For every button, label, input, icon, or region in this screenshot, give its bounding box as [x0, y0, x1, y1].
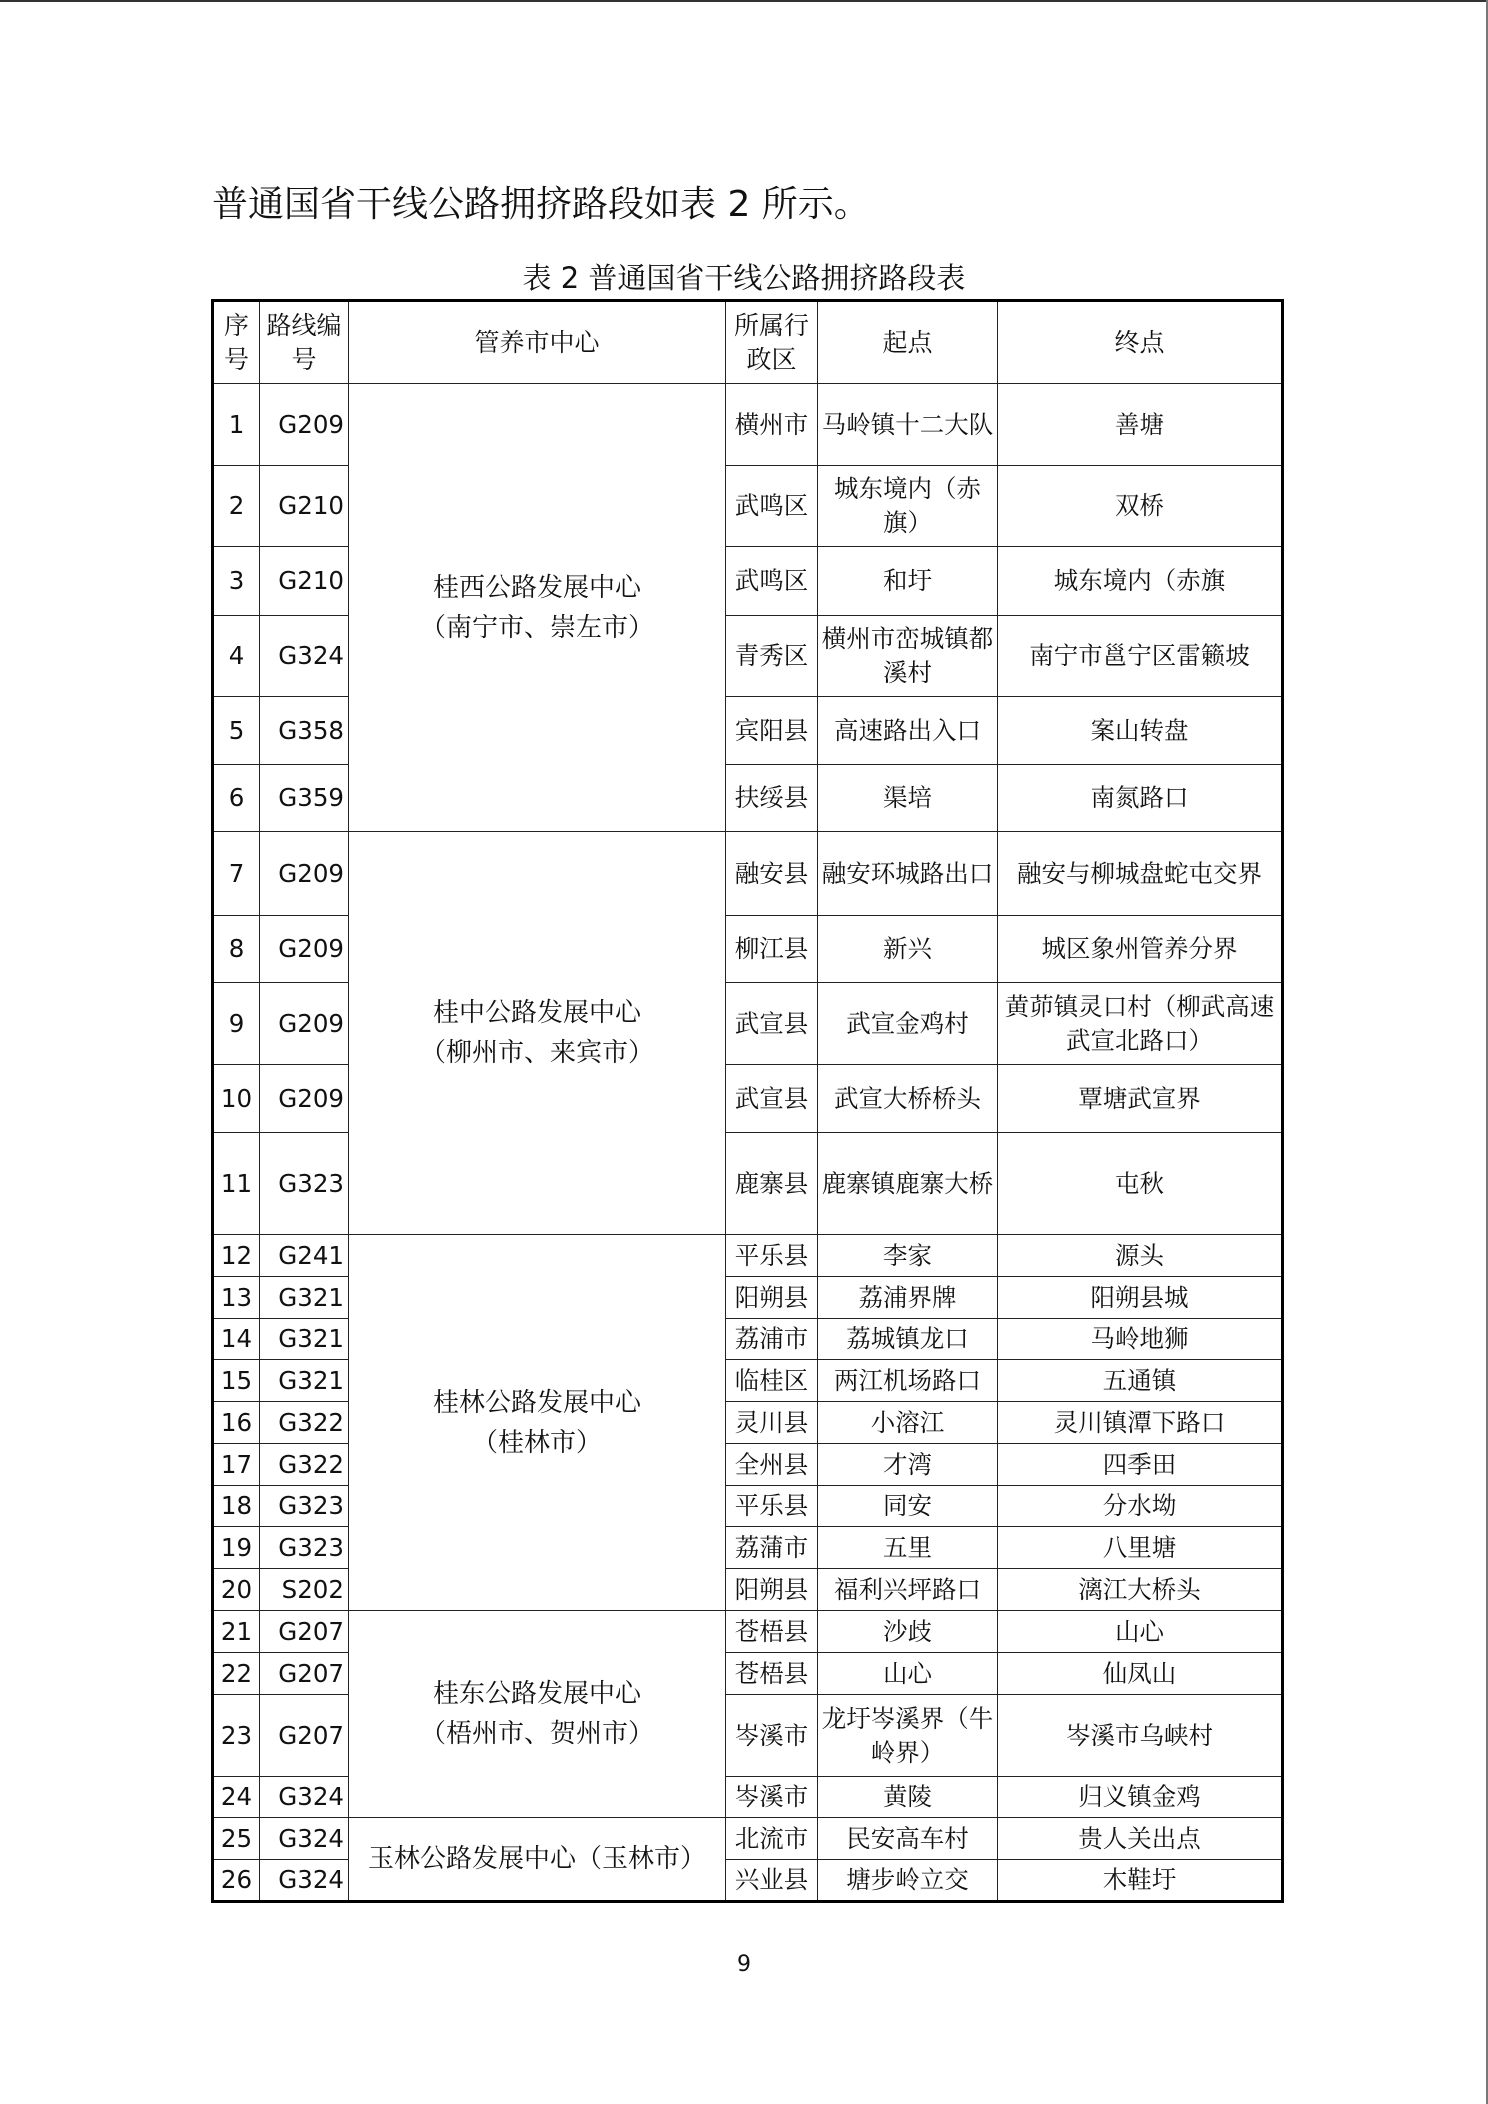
cell-seq: 17	[213, 1444, 260, 1486]
cell-center	[349, 384, 726, 832]
cell-route: G209	[260, 384, 349, 466]
cell-seq: 13	[213, 1277, 260, 1319]
cell-end: 双桥	[998, 466, 1283, 547]
cell-route: G241	[260, 1235, 349, 1277]
cell-end: 五通镇	[998, 1360, 1283, 1402]
cell-seq: 4	[213, 616, 260, 697]
cell-start: 武宣金鸡村	[818, 983, 998, 1065]
cell-start: 鹿寨镇鹿寨大桥	[818, 1133, 998, 1235]
cell-route: G210	[260, 547, 349, 616]
table-caption: 表 2 普通国省干线公路拥挤路段表	[522, 261, 966, 295]
center-name: 桂西公路发展中心	[432, 572, 641, 603]
cell-district: 全州县	[726, 1444, 818, 1486]
cell-route: G209	[260, 916, 349, 983]
cell-end: 南宁市邕宁区雷籁坡	[998, 616, 1283, 697]
cell-end: 融安与柳城盘蛇屯交界	[998, 832, 1283, 916]
table-row	[213, 1611, 1283, 1653]
cell-district: 柳江县	[726, 916, 818, 983]
cell-route: G321	[260, 1319, 349, 1360]
table-header-row	[213, 301, 1283, 384]
cell-end: 漓江大桥头	[998, 1569, 1283, 1611]
cell-district: 灵川县	[726, 1402, 818, 1444]
cell-district: 武鸣区	[726, 547, 818, 616]
cell-seq: 21	[213, 1611, 260, 1653]
cell-start: 马岭镇十二大队	[818, 384, 998, 466]
cell-start: 武宣大桥桥头	[818, 1065, 998, 1133]
cell-seq: 16	[213, 1402, 260, 1444]
cell-end: 马岭地狮	[998, 1319, 1283, 1360]
cell-route: G324	[260, 616, 349, 697]
cell-seq: 23	[213, 1695, 260, 1777]
header-seq: 序号	[213, 301, 260, 384]
center-name: 桂中公路发展中心	[432, 998, 641, 1028]
cell-district: 阳朔县	[726, 1569, 818, 1611]
page-top-border	[0, 0, 1488, 2]
cell-district: 岑溪市	[726, 1777, 818, 1818]
cell-route: G323	[260, 1486, 349, 1527]
cell-start: 融安环城路出口	[818, 832, 998, 916]
cell-route: G209	[260, 832, 349, 916]
header-route: 路线编号	[260, 301, 349, 384]
cell-start: 沙歧	[818, 1611, 998, 1653]
cell-seq: 2	[213, 466, 260, 547]
cell-end: 案山转盘	[998, 697, 1283, 765]
cell-seq: 25	[213, 1818, 260, 1860]
cell-seq: 18	[213, 1486, 260, 1527]
table-row	[213, 1818, 1283, 1860]
cell-end: 阳朔县城	[998, 1277, 1283, 1319]
cell-end: 灵川镇潭下路口	[998, 1402, 1283, 1444]
center-cities: （桂林市）	[471, 1427, 602, 1458]
cell-end: 善塘	[998, 384, 1283, 466]
cell-district: 兴业县	[726, 1860, 818, 1902]
cell-end: 覃塘武宣界	[998, 1065, 1283, 1133]
cell-start: 李家	[818, 1235, 998, 1277]
cell-seq: 26	[213, 1860, 260, 1902]
cell-end: 八里塘	[998, 1527, 1283, 1569]
cell-center	[349, 1611, 726, 1818]
center-cities: （柳州市、来宾市）	[419, 1038, 654, 1068]
table-row	[213, 384, 1283, 466]
cell-route: G324	[260, 1777, 349, 1818]
cell-route: G324	[260, 1818, 349, 1860]
cell-seq: 5	[213, 697, 260, 765]
cell-start: 黄陵	[818, 1777, 998, 1818]
cell-end: 屯秋	[998, 1133, 1283, 1235]
cell-end: 木鞋圩	[998, 1860, 1283, 1902]
cell-route: S202	[260, 1569, 349, 1611]
cell-start: 渠培	[818, 765, 998, 832]
header-center: 管养市中心	[349, 301, 726, 384]
table-row	[213, 1235, 1283, 1277]
cell-end: 归义镇金鸡	[998, 1777, 1283, 1818]
header-start: 起点	[818, 301, 998, 384]
cell-start: 荔城镇龙口	[818, 1319, 998, 1360]
cell-route: G321	[260, 1277, 349, 1319]
cell-start: 山心	[818, 1653, 998, 1695]
cell-start: 才湾	[818, 1444, 998, 1486]
cell-district: 扶绥县	[726, 765, 818, 832]
table-row	[213, 832, 1283, 916]
cell-district: 横州市	[726, 384, 818, 466]
cell-district: 苍梧县	[726, 1653, 818, 1695]
cell-start: 福利兴坪路口	[818, 1569, 998, 1611]
cell-district: 融安县	[726, 832, 818, 916]
cell-end: 岑溪市乌峡村	[998, 1695, 1283, 1777]
cell-end: 四季田	[998, 1444, 1283, 1486]
cell-start: 塘步岭立交	[818, 1860, 998, 1902]
cell-end: 山心	[998, 1611, 1283, 1653]
cell-seq: 8	[213, 916, 260, 983]
cell-end: 分水坳	[998, 1486, 1283, 1527]
center-cities: （梧州市、贺州市）	[419, 1719, 654, 1749]
cell-district: 武宣县	[726, 983, 818, 1065]
cell-seq: 20	[213, 1569, 260, 1611]
cell-end: 仙凤山	[998, 1653, 1283, 1695]
cell-start: 高速路出入口	[818, 697, 998, 765]
cell-seq: 24	[213, 1777, 260, 1818]
cell-seq: 7	[213, 832, 260, 916]
cell-district: 阳朔县	[726, 1277, 818, 1319]
cell-end: 城区象州管养分界	[998, 916, 1283, 983]
cell-route: G358	[260, 697, 349, 765]
cell-district: 荔浦市	[726, 1319, 818, 1360]
cell-district: 岑溪市	[726, 1695, 818, 1777]
cell-district: 武宣县	[726, 1065, 818, 1133]
header-end: 终点	[998, 301, 1283, 384]
cell-seq: 14	[213, 1319, 260, 1360]
cell-district: 青秀区	[726, 616, 818, 697]
cell-center	[349, 1235, 726, 1611]
cell-seq: 10	[213, 1065, 260, 1133]
cell-seq: 11	[213, 1133, 260, 1235]
center-cities: （南宁市、崇左市）	[419, 612, 654, 643]
cell-end: 贵人关出点	[998, 1818, 1283, 1860]
cell-district: 苍梧县	[726, 1611, 818, 1653]
center-name: 桂林公路发展中心	[432, 1387, 641, 1418]
cell-route: G324	[260, 1860, 349, 1902]
cell-route: G207	[260, 1653, 349, 1695]
cell-seq: 9	[213, 983, 260, 1065]
cell-start: 两江机场路口	[818, 1360, 998, 1402]
cell-start: 龙圩岑溪界（牛岭界）	[818, 1695, 998, 1777]
cell-route: G323	[260, 1133, 349, 1235]
center-name: 桂东公路发展中心	[432, 1679, 641, 1709]
cell-end: 源头	[998, 1235, 1283, 1277]
cell-seq: 19	[213, 1527, 260, 1569]
cell-route: G322	[260, 1402, 349, 1444]
cell-seq: 12	[213, 1235, 260, 1277]
cell-seq: 3	[213, 547, 260, 616]
cell-route: G359	[260, 765, 349, 832]
congested-sections-table	[211, 299, 1284, 1903]
header-district: 所属行政区	[726, 301, 818, 384]
cell-seq: 15	[213, 1360, 260, 1402]
cell-start: 横州市峦城镇都溪村	[818, 616, 998, 697]
cell-start: 荔浦界牌	[818, 1277, 998, 1319]
center-name: 玉林公路发展中心（玉林市）	[367, 1844, 706, 1874]
cell-start: 新兴	[818, 916, 998, 983]
cell-center	[349, 1818, 726, 1902]
cell-district: 武鸣区	[726, 466, 818, 547]
cell-seq: 1	[213, 384, 260, 466]
cell-start: 和圩	[818, 547, 998, 616]
cell-start: 小溶江	[818, 1402, 998, 1444]
cell-route: G321	[260, 1360, 349, 1402]
cell-seq: 6	[213, 765, 260, 832]
intro-paragraph: 普通国省干线公路拥挤路段如表 2 所示。	[212, 184, 870, 225]
cell-route: G323	[260, 1527, 349, 1569]
cell-route: G322	[260, 1444, 349, 1486]
cell-district: 荔蒲市	[726, 1527, 818, 1569]
cell-route: G209	[260, 1065, 349, 1133]
page-number: 9	[737, 1952, 751, 1977]
cell-start: 五里	[818, 1527, 998, 1569]
cell-district: 宾阳县	[726, 697, 818, 765]
cell-district: 平乐县	[726, 1486, 818, 1527]
cell-district: 北流市	[726, 1818, 818, 1860]
cell-seq: 22	[213, 1653, 260, 1695]
cell-route: G207	[260, 1611, 349, 1653]
cell-district: 鹿寨县	[726, 1133, 818, 1235]
cell-start: 民安高车村	[818, 1818, 998, 1860]
cell-end: 黄茆镇灵口村（柳武高速武宣北路口）	[998, 983, 1283, 1065]
cell-route: G209	[260, 983, 349, 1065]
cell-district: 平乐县	[726, 1235, 818, 1277]
cell-district: 临桂区	[726, 1360, 818, 1402]
cell-route: G210	[260, 466, 349, 547]
cell-start: 同安	[818, 1486, 998, 1527]
cell-end: 南氮路口	[998, 765, 1283, 832]
cell-end: 城东境内（赤旗	[998, 547, 1283, 616]
cell-center	[349, 832, 726, 1235]
cell-start: 城东境内（赤旗）	[818, 466, 998, 547]
cell-route: G207	[260, 1695, 349, 1777]
